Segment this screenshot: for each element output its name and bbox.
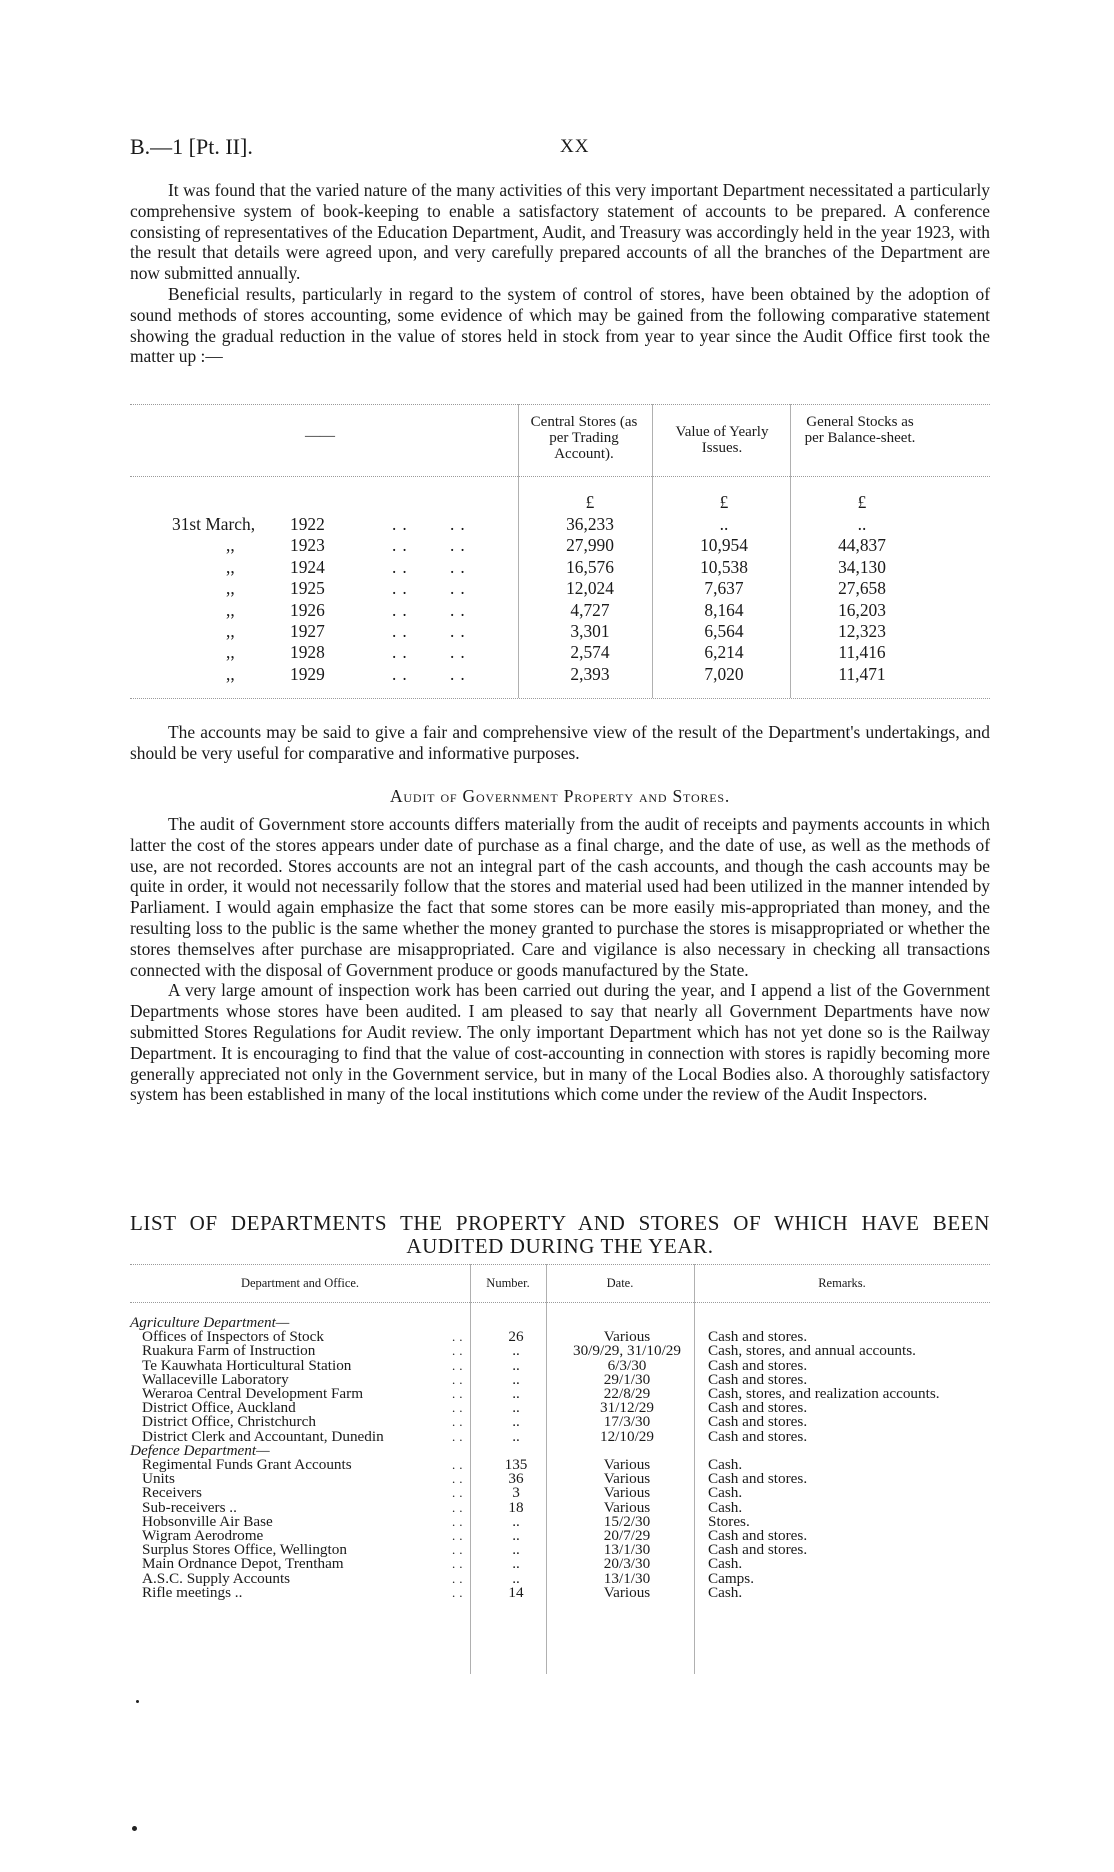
date-cell: Various xyxy=(603,1484,651,1502)
table-row: Regimental Funds Grant Accounts .. 135 Various Cash. xyxy=(142,1456,743,1473)
date-header: Date. xyxy=(606,1276,634,1290)
department-name: Defence Department— xyxy=(130,1441,270,1459)
remarks-cell: Cash and stores. xyxy=(708,1328,808,1346)
number-cell: .. xyxy=(512,1385,520,1402)
table-row: A.S.C. Supply Accounts .. .. 13/1/30 Camps. xyxy=(142,1569,754,1587)
remarks-cell: Cash. xyxy=(708,1456,743,1473)
paragraph-1: It was found that the varied nature of the many activities of this very important Department necessitated a particularly comprehensive system of book-keeping to enable a satisfactory statement of accounts to be prepared. A conference consisting of representatives of the Education Department, Audit, and Treasury was accordingly held in the year 1923, with the result that details were agreed upon, and very carefully prepared accounts of all the branches of the Department are now submitted annually. xyxy=(130,180,990,284)
remarks-cell: Cash, stores, and realization accounts. xyxy=(708,1385,940,1402)
paragraph-5: A very large amount of inspection work has been carried out during the year, and I append a list of the Government Departments whose stores have been audited. I am pleased to say that nearly all Government Departments have now submitted Stores Regulations for Audit review. The only important Department which has not yet done so is the Railway Department. It is encouraging to find that the value of cost-accounting in connection with stores is rapidly becoming more generally appreciated not only in the Government service, but in many of the Local Bodies also. A thoroughly satisfactory system has been established in many of the local institutions which come under the review of the Audit Inspectors. xyxy=(130,980,990,1105)
date-label: ,, xyxy=(226,621,235,641)
date-cell: Various xyxy=(603,1583,651,1601)
remarks-cell: Cash. xyxy=(708,1555,743,1573)
yearly-issues-cell: 7,020 xyxy=(704,663,744,684)
number-cell: 36 xyxy=(508,1470,524,1488)
general-stocks-cell: .. xyxy=(857,514,867,534)
year-cell: 1925 xyxy=(290,578,325,599)
list-heading: LIST OF DEPARTMENTS THE PROPERTY AND STORES OF WHICH HAVE BEEN AUDITED DURING THE YEAR. xyxy=(130,1211,990,1258)
date-label: 31st March, xyxy=(172,514,256,534)
central-stores-cell: 4,727 xyxy=(570,599,610,620)
date-cell: 15/2/30 xyxy=(603,1512,651,1530)
page-mark xyxy=(132,1826,137,1831)
office-cell: Units xyxy=(142,1470,175,1488)
yearly-issues-cell: 6,564 xyxy=(704,621,744,641)
remarks-cell: Cash and stores. xyxy=(708,1356,808,1374)
central-stores-cell: 36,233 xyxy=(566,514,614,534)
yearly-issues-header: Value of Yearly Issues. xyxy=(675,424,769,456)
general-stocks-cell: 12,323 xyxy=(838,621,886,641)
remarks-cell: Cash, stores, and annual accounts. xyxy=(708,1342,916,1360)
central-stores-cell: 16,576 xyxy=(566,556,614,577)
date-cell: 29/1/30 xyxy=(603,1370,651,1388)
remarks-header: Remarks. xyxy=(818,1276,866,1290)
number-cell: .. xyxy=(512,1555,520,1573)
audit-paragraphs xyxy=(130,814,990,1105)
paragraph-2: Beneficial results, particularly in regard to the system of control of stores, have been obtained by the adoption of sound methods of stores accounting, some evidence of which may be gained from the following comparative statement showing the gradual reduction in the value of stores held in stock from year to year since the Audit Office first took the matter up :— xyxy=(130,283,990,367)
table-row: Wigram Aerodrome .. .. 20/7/29 Cash and stores. xyxy=(142,1527,808,1544)
number-cell: .. xyxy=(512,1356,520,1374)
table-row: ,, 1926 .. .. 4,727 8,164 16,203 xyxy=(130,600,990,621)
office-cell: District Clerk and Accountant, Dunedin xyxy=(142,1427,384,1445)
number-cell: .. xyxy=(512,1541,520,1559)
remarks-cell: Cash and stores. xyxy=(708,1541,808,1559)
table-row: ,, 1928 .. .. 2,574 6,214 11,416 xyxy=(130,642,990,663)
number-cell: 14 xyxy=(508,1583,524,1601)
number-cell: .. xyxy=(512,1569,520,1587)
office-cell: Surplus Stores Office, Wellington xyxy=(142,1541,347,1559)
date-cell: 20/7/29 xyxy=(603,1527,651,1544)
table-row: District Office, Christchurch .. .. 17/3/30 Cash and stores. xyxy=(142,1413,808,1431)
number-header: Number. xyxy=(486,1276,530,1290)
yearly-issues-cell: 10,538 xyxy=(700,556,748,577)
date-cell: 13/1/30 xyxy=(603,1569,651,1587)
office-cell: Wallaceville Laboratory xyxy=(142,1370,289,1388)
table-bottom-rule xyxy=(130,698,990,699)
table-row: 31st March, 1922 .. .. 36,233 .. .. xyxy=(130,514,990,535)
office-cell: Ruakura Farm of Instruction xyxy=(142,1342,316,1360)
general-stocks-cell: 34,130 xyxy=(838,556,886,577)
general-stocks-cell: 11,471 xyxy=(838,663,886,684)
table-row: District Office, Auckland .. .. 31/12/29 Cash and stores. xyxy=(142,1399,808,1417)
paragraph-3: The accounts may be said to give a fair and comprehensive view of the result of the Department's undertakings, and should be very useful for comparative and informative purposes. xyxy=(130,722,990,763)
central-stores-cell: 2,574 xyxy=(570,642,610,663)
general-stocks-cell: 16,203 xyxy=(838,599,886,620)
number-cell: .. xyxy=(512,1512,520,1530)
table-row: Main Ordnance Depot, Trentham .. .. 20/3/30 Cash. xyxy=(142,1555,743,1573)
year-cell: 1922 xyxy=(290,514,325,534)
yearly-issues-cell: 6,214 xyxy=(704,642,744,663)
number-cell: 3 xyxy=(512,1484,520,1502)
central-stores-cell: 27,990 xyxy=(566,535,614,556)
intro-paragraphs xyxy=(130,180,990,367)
unit-row: £ £ £ xyxy=(585,492,867,512)
table-header-rule xyxy=(130,476,990,477)
number-cell: 135 xyxy=(504,1456,528,1473)
year-cell: 1924 xyxy=(290,556,325,577)
document-reference: B.—1 [Pt. II]. xyxy=(130,134,253,159)
year-cell: 1927 xyxy=(290,621,325,641)
date-label: ,, xyxy=(226,642,235,663)
paragraph-3-block xyxy=(130,722,990,764)
table-row: Wallaceville Laboratory .. .. 29/1/30 Cash and stores. xyxy=(142,1370,808,1388)
date-cell: 6/3/30 xyxy=(607,1356,647,1374)
remarks-cell: Cash and stores. xyxy=(708,1370,808,1388)
central-stores-header: Central Stores (as per Trading Account). xyxy=(530,414,638,462)
date-cell: 22/8/29 xyxy=(603,1385,651,1402)
remarks-cell: Cash and stores. xyxy=(708,1527,808,1544)
departments-table xyxy=(130,1264,990,1684)
number-cell: 26 xyxy=(508,1328,524,1346)
office-cell: Te Kauwhata Horticultural Station xyxy=(142,1356,352,1374)
office-cell: Main Ordnance Depot, Trentham xyxy=(142,1555,344,1573)
date-label: ,, xyxy=(226,556,235,577)
remarks-cell: Cash and stores. xyxy=(708,1470,808,1488)
office-cell: Offices of Inspectors of Stock xyxy=(142,1328,324,1346)
central-stores-cell: 2,393 xyxy=(570,663,610,684)
yearly-issues-cell: .. xyxy=(719,514,729,534)
page-header xyxy=(130,134,990,164)
office-cell: A.S.C. Supply Accounts xyxy=(142,1569,291,1587)
office-cell: District Office, Christchurch xyxy=(142,1413,316,1431)
table-row: District Clerk and Accountant, Dunedin .. .. 12/10/29 Cash and stores. xyxy=(142,1427,808,1445)
date-label: ,, xyxy=(226,663,235,684)
table-row: Units .. 36 Various Cash and stores. xyxy=(142,1470,808,1488)
office-cell: Regimental Funds Grant Accounts xyxy=(142,1456,352,1473)
table-row: Offices of Inspectors of Stock .. 26 Various Cash and stores. xyxy=(142,1328,808,1346)
table-row: Receivers .. 3 Various Cash. xyxy=(142,1484,743,1502)
number-cell: .. xyxy=(512,1370,520,1388)
date-cell: 20/3/30 xyxy=(603,1555,651,1573)
central-stores-cell: 12,024 xyxy=(566,578,614,599)
general-stocks-cell: 27,658 xyxy=(838,578,886,599)
paragraph-4: The audit of Government store accounts differs materially from the audit of receipts and payments accounts in which latter the cost of the stores appears under date of purchase as a final charge, and the date of use, as well as the methods of use, are not recorded. Stores accounts are not an integral part of the cash accounts, and though the cash accounts may be quite in order, it would not necessarily follow that the stores and material used had been utilized in the manner intended by Parliament. I would again emphasize the fact that some stores can be more easily mis-appropriated than money, and the resulting loss to the public is the same whether the money granted to purchase the stores is misappropriated or whether the stores themselves after purchase are misappropriated. Care and vigilance is also necessary in checking all transactions connected with the disposal of Government produce or goods manufactured by the State. xyxy=(130,814,990,980)
table-row: Sub-receivers .. .. 18 Various Cash. xyxy=(142,1498,743,1516)
office-cell: Receivers xyxy=(142,1484,202,1502)
remarks-cell: Cash and stores. xyxy=(708,1413,808,1431)
page-number: XX xyxy=(560,136,590,157)
general-stocks-cell: 11,416 xyxy=(838,642,886,663)
remarks-cell: Cash. xyxy=(708,1498,743,1516)
office-cell: Weraroa Central Development Farm xyxy=(142,1385,364,1402)
table-row: ,, 1925 .. .. 12,024 7,637 27,658 xyxy=(130,578,990,599)
section-heading: Audit of Government Property and Stores. xyxy=(389,786,731,806)
date-cell: Various xyxy=(603,1456,651,1473)
date-cell: Various xyxy=(603,1470,651,1488)
remarks-cell: Cash and stores. xyxy=(708,1427,808,1445)
table-row: Ruakura Farm of Instruction .. .. 30/9/29, 31/10/29 Cash, stores, and annual accounts. xyxy=(142,1342,916,1360)
date-cell: 31/12/29 xyxy=(599,1399,654,1417)
yearly-issues-cell: 8,164 xyxy=(704,599,744,620)
year-cell: 1928 xyxy=(290,642,325,663)
table-row: Rifle meetings .. .. 14 Various Cash. xyxy=(142,1583,743,1601)
table-row: Surplus Stores Office, Wellington .. .. 13/1/30 Cash and stores. xyxy=(142,1541,808,1559)
table-row: Hobsonville Air Base .. .. 15/2/30 Stores. xyxy=(142,1512,750,1530)
number-cell: .. xyxy=(512,1399,520,1417)
office-cell: Rifle meetings .. xyxy=(142,1583,243,1601)
page-mark xyxy=(136,1700,139,1703)
table-row: Weraroa Central Development Farm .. .. 22/8/29 Cash, stores, and realization accounts. xyxy=(142,1385,940,1402)
yearly-issues-cell: 10,954 xyxy=(700,535,748,556)
year-cell: 1926 xyxy=(290,599,325,620)
general-stocks-header: General Stocks as per Balance-sheet. xyxy=(804,414,916,446)
central-stores-cell: 3,301 xyxy=(570,621,610,641)
office-cell: Hobsonville Air Base xyxy=(142,1512,273,1530)
table-row: Te Kauwhata Horticultural Station .. .. 6/3/30 Cash and stores. xyxy=(142,1356,808,1374)
yearly-issues-cell: 7,637 xyxy=(704,578,744,599)
date-cell: 12/10/29 xyxy=(599,1427,654,1445)
remarks-cell: Camps. xyxy=(708,1569,754,1587)
number-cell: .. xyxy=(512,1427,520,1445)
table-row: ,, 1927 .. .. 3,301 6,564 12,323 xyxy=(130,621,990,642)
date-label: ,, xyxy=(226,535,235,556)
office-cell: Sub-receivers .. xyxy=(142,1498,237,1516)
dept-office-header: Department and Office. xyxy=(240,1276,360,1290)
office-cell: District Office, Auckland xyxy=(142,1399,296,1417)
remarks-cell: Cash. xyxy=(708,1583,743,1601)
date-cell: Various xyxy=(603,1498,651,1516)
date-label: ,, xyxy=(226,599,235,620)
remarks-cell: Cash and stores. xyxy=(708,1399,808,1417)
table-row: ,, 1924 .. .. 16,576 10,538 34,130 xyxy=(130,557,990,578)
number-cell: 18 xyxy=(508,1498,524,1516)
date-cell: Various xyxy=(603,1328,651,1346)
number-cell: .. xyxy=(512,1527,520,1544)
date-cell: 30/9/29, 31/10/29 xyxy=(572,1342,681,1360)
date-label: ,, xyxy=(226,578,235,599)
table-row: ,, 1929 .. .. 2,393 7,020 11,471 xyxy=(130,664,990,685)
number-cell: .. xyxy=(512,1342,520,1360)
department-name: Agriculture Department— xyxy=(130,1314,290,1331)
date-cell: 13/1/30 xyxy=(603,1541,651,1559)
table-row: ,, 1923 .. .. 27,990 10,954 44,837 xyxy=(130,535,990,556)
year-cell: 1923 xyxy=(290,535,325,556)
year-cell: 1929 xyxy=(290,663,325,684)
table-top-rule xyxy=(130,404,990,405)
date-cell: 17/3/30 xyxy=(603,1413,651,1431)
number-cell: .. xyxy=(512,1413,520,1431)
stores-comparison-table xyxy=(130,404,990,700)
general-stocks-cell: 44,837 xyxy=(838,535,886,556)
blank-column-header: —— xyxy=(305,428,335,444)
remarks-cell: Stores. xyxy=(708,1512,750,1530)
remarks-cell: Cash. xyxy=(708,1484,743,1502)
office-cell: Wigram Aerodrome xyxy=(142,1527,264,1544)
